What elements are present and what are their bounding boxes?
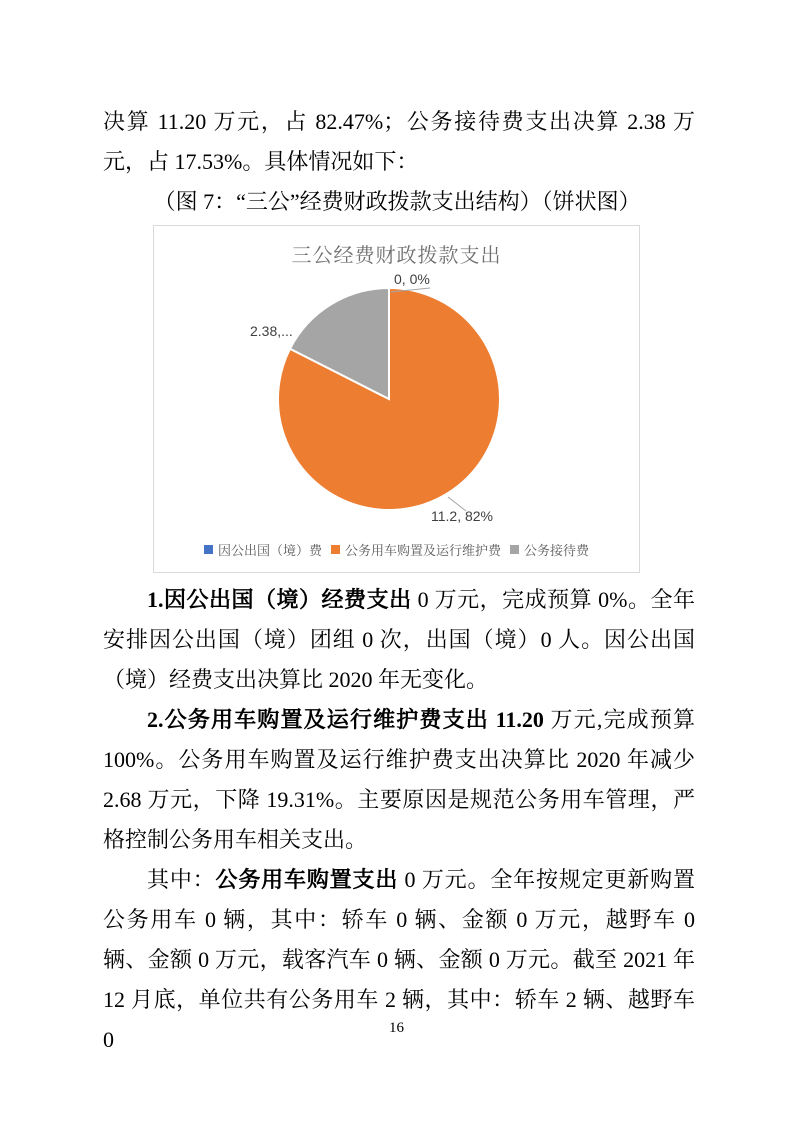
legend-swatch-gray-icon xyxy=(510,545,519,554)
paragraph-3-prefix: 其中： xyxy=(147,867,216,892)
chart-title: 三公经费财政拨款支出 xyxy=(291,245,502,267)
paragraph-1-text: 0 万元，完成预算 0%。全年安排因公出国（境）团组 0 次，出国（境）0 人。因公出国（境）经费支出决算比 2020 年无变化。 xyxy=(103,587,695,692)
legend-label-abroad: 因公出国（境）费 xyxy=(217,543,322,558)
legend-swatch-blue-icon xyxy=(204,545,213,554)
paragraph-2-lead: 2.公务用车购置及运行维护费支出 11.20 xyxy=(147,707,544,732)
paragraph-abroad-expense xyxy=(103,580,695,700)
top-text-block xyxy=(103,102,695,222)
pie-label-gray-slice: 2.38,... xyxy=(250,323,293,339)
pie-chart-figure xyxy=(153,225,640,573)
paragraph-3-text: 0 万元。全年按规定更新购置公务用车 0 辆，其中：轿车 0 辆、金额 0 万元，越野车 0 辆、金额 0 万元，载客汽车 0 辆、金额 0 万元。截至 2021 年 12 月底，单位共有公务用车 2 辆，其中：轿车 2 辆、越野车 0 xyxy=(103,867,695,1052)
intro-paragraph: 决算 11.20 万元，占 82.47%；公务接待费支出决算 2.38 万元，占 17.53%。具体情况如下： xyxy=(103,109,695,174)
pie-label-orange-slice: 11.2, 82% xyxy=(431,508,494,524)
page-number: 16 xyxy=(389,1020,404,1036)
body-text-block xyxy=(103,580,695,1060)
legend-item-abroad xyxy=(204,540,322,559)
paragraph-vehicle-expense xyxy=(103,700,695,860)
paragraph-1-lead: 1.因公出国（境）经费支出 xyxy=(147,587,412,612)
paragraph-2-text: 万元,完成预算 100%。公务用车购置及运行维护费支出决算比 2020 年减少 2.68 万元，下降 19.31%。主要原因是规范公务用车管理，严格控制公务用车相关支出。 xyxy=(103,707,695,852)
figure-caption: （图 7：“三公”经费财政拨款支出结构）（饼状图） xyxy=(153,189,641,214)
legend-item-vehicle xyxy=(331,540,501,559)
chart-legend xyxy=(154,540,639,559)
legend-swatch-orange-icon xyxy=(331,545,340,554)
paragraph-3-lead: 公务用车购置支出 xyxy=(215,867,399,892)
legend-item-reception xyxy=(510,540,589,559)
pie-label-blue-slice: 0, 0% xyxy=(394,271,430,287)
legend-label-vehicle: 公务用车购置及运行维护费 xyxy=(344,543,501,558)
legend-label-reception: 公务接待费 xyxy=(524,543,590,558)
